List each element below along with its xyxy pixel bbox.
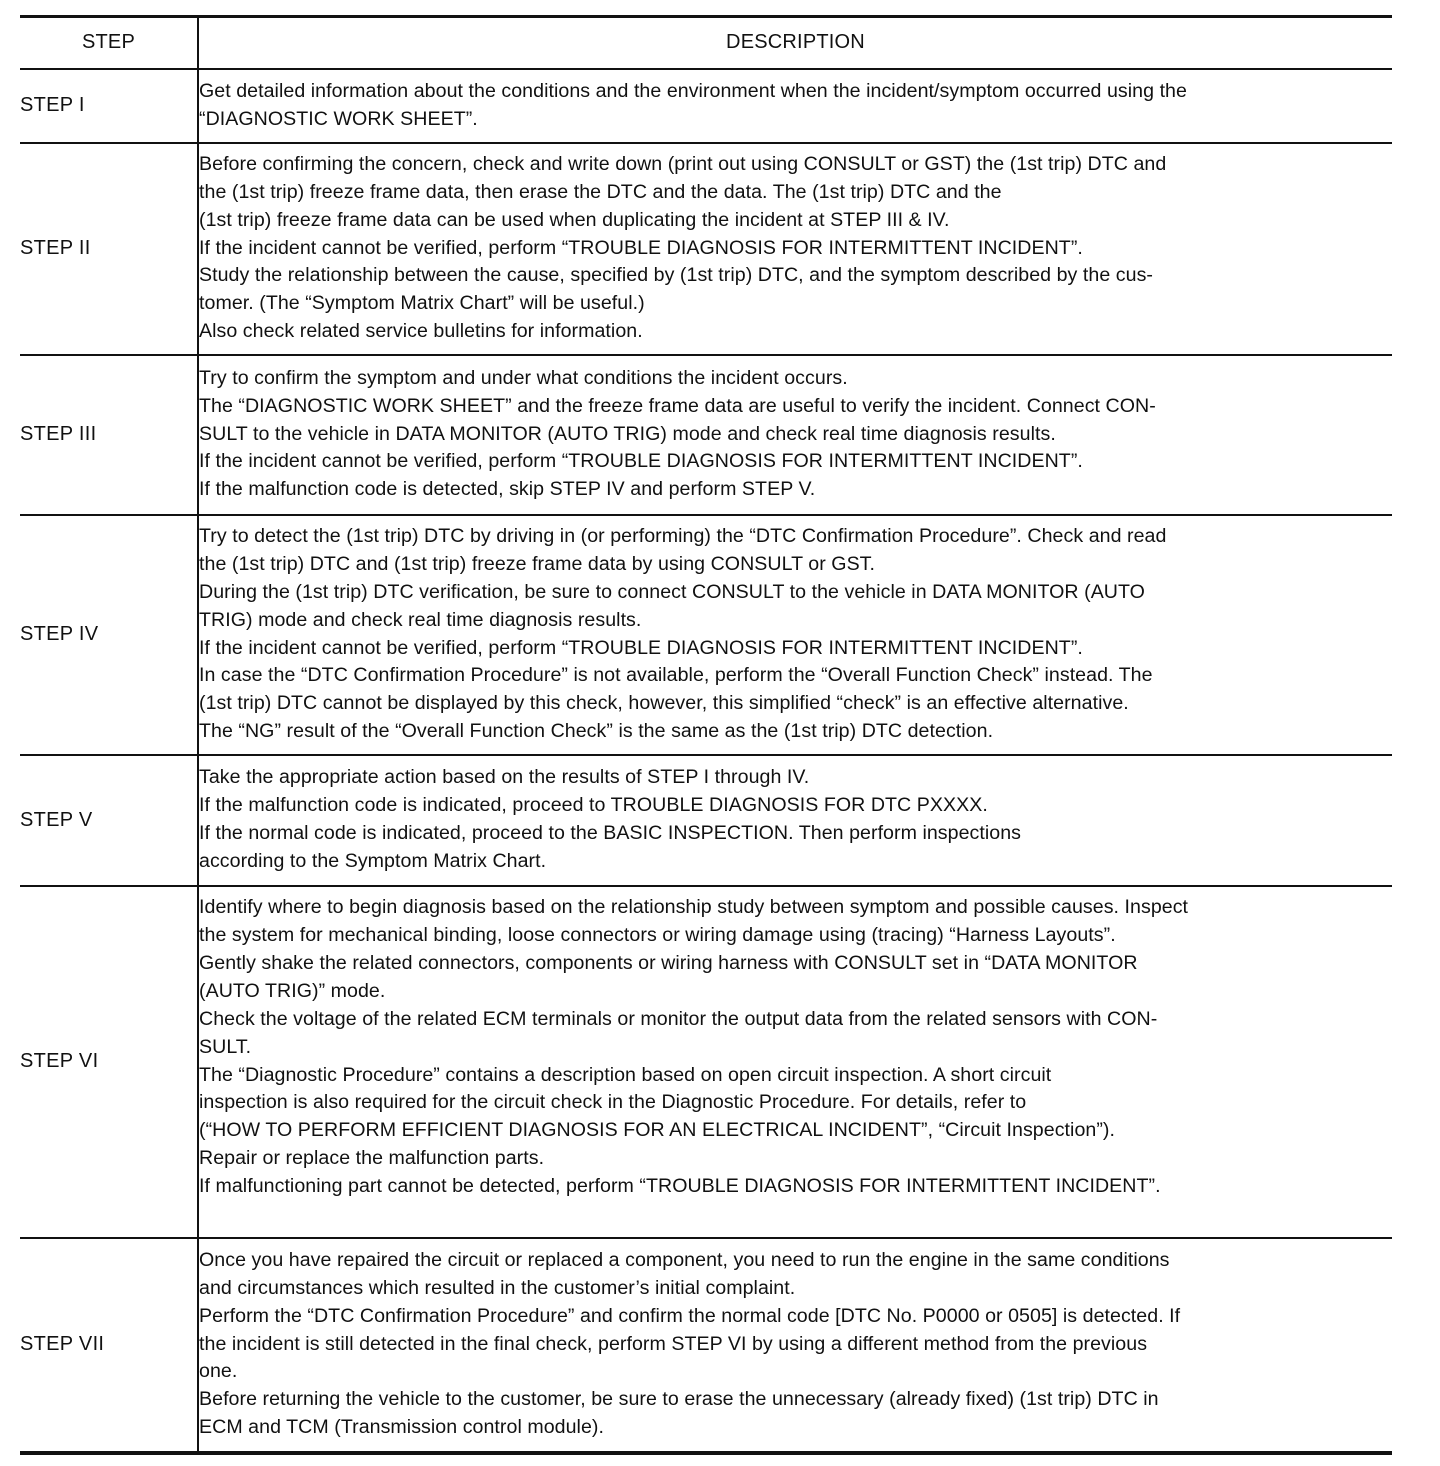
diagnostic-steps-table bbox=[20, 15, 1392, 1455]
step-label: STEP VII bbox=[20, 1238, 198, 1453]
description-line: the (1st trip) freeze frame data, then erase the DTC and the data. The (1st trip) DTC and the bbox=[199, 180, 1002, 203]
description-line: Study the relationship between the cause, specified by (1st trip) DTC, and the symptom described by the cus- bbox=[199, 264, 1153, 287]
description-column-header: DESCRIPTION bbox=[726, 31, 865, 54]
description-line: the incident is still detected in the final check, perform STEP VI by using a different method from the previous bbox=[199, 1332, 1148, 1355]
step-description bbox=[198, 755, 1392, 886]
description-line: Once you have repaired the circuit or replaced a component, you need to run the engine in the same conditions bbox=[199, 1248, 1170, 1271]
description-line: (“HOW TO PERFORM EFFICIENT DIAGNOSIS FOR AN ELECTRICAL INCIDENT”, “Circuit Inspection”). bbox=[199, 1119, 1115, 1142]
table-row bbox=[20, 755, 1392, 886]
description-line: “DIAGNOSTIC WORK SHEET”. bbox=[199, 107, 478, 130]
description-line: Try to detect the (1st trip) DTC by driving in (or performing) the “DTC Confirmation Procedure”. Check and read bbox=[199, 524, 1167, 547]
description-line: If the incident cannot be verified, perform “TROUBLE DIAGNOSIS FOR INTERMITTENT INCIDENT”. bbox=[199, 236, 1083, 259]
step-label: STEP V bbox=[20, 755, 198, 886]
description-line: If the incident cannot be verified, perform “TROUBLE DIAGNOSIS FOR INTERMITTENT INCIDENT”. bbox=[199, 636, 1083, 659]
table-row bbox=[20, 886, 1392, 1238]
description-line: During the (1st trip) DTC verification, be sure to connect CONSULT to the vehicle in DATA MONITOR (AUTO bbox=[199, 580, 1145, 603]
step-description bbox=[198, 143, 1392, 355]
description-line: TRIG) mode and check real time diagnosis results. bbox=[199, 608, 642, 631]
step-label: STEP I bbox=[20, 69, 198, 143]
description-line: ECM and TCM (Transmission control module). bbox=[199, 1416, 604, 1439]
description-line: If the normal code is indicated, proceed to the BASIC INSPECTION. Then perform inspections bbox=[199, 822, 1022, 844]
step-label: STEP II bbox=[20, 143, 198, 355]
table-body bbox=[20, 69, 1392, 1453]
table-row bbox=[20, 515, 1392, 755]
step-column-header: STEP bbox=[20, 17, 198, 69]
spacer bbox=[199, 1201, 1392, 1229]
description-line: Repair or replace the malfunction parts. bbox=[199, 1147, 545, 1170]
description-line: (AUTO TRIG)” mode. bbox=[199, 979, 386, 1002]
description-line: the (1st trip) DTC and (1st trip) freeze frame data by using CONSULT or GST. bbox=[199, 552, 876, 575]
description-line: and circumstances which resulted in the customer’s initial complaint. bbox=[199, 1276, 796, 1299]
table-row bbox=[20, 355, 1392, 515]
description-line: inspection is also required for the circuit check in the Diagnostic Procedure. For details, refer to bbox=[199, 1091, 1027, 1114]
description-line: If malfunctioning part cannot be detected, perform “TROUBLE DIAGNOSIS FOR INTERMITTENT INCIDENT”. bbox=[199, 1175, 1161, 1198]
description-line: In case the “DTC Confirmation Procedure” is not available, perform the “Overall Function Check” instead. The bbox=[199, 664, 1153, 687]
description-line: Check the voltage of the related ECM terminals or monitor the output data from the related sensors with CON- bbox=[199, 1007, 1158, 1030]
description-line: Identify where to begin diagnosis based on the relationship study between symptom and possible causes. Inspect bbox=[199, 896, 1189, 919]
description-line: If the malfunction code is detected, skip STEP IV and perform STEP V. bbox=[199, 478, 816, 501]
description-line: (1st trip) DTC cannot be displayed by this check, however, this simplified “check” is an effective alternative. bbox=[199, 692, 1129, 715]
step-description bbox=[198, 886, 1392, 1238]
description-line: Also check related service bulletins for information. bbox=[199, 320, 643, 343]
description-line: the system for mechanical binding, loose connectors or wiring damage using (tracing) “Harness Layouts”. bbox=[199, 923, 1116, 946]
description-line: If the incident cannot be verified, perform “TROUBLE DIAGNOSIS FOR INTERMITTENT INCIDENT”. bbox=[199, 450, 1083, 473]
description-line: Take the appropriate action based on the results of STEP I through IV. bbox=[199, 766, 810, 789]
description-line: one. bbox=[199, 1360, 238, 1383]
description-line: The “DIAGNOSTIC WORK SHEET” and the freeze frame data are useful to verify the incident. Connect CON- bbox=[199, 394, 1156, 417]
step-label: STEP VI bbox=[20, 886, 198, 1238]
description-line: Try to confirm the symptom and under what conditions the incident occurs. bbox=[199, 366, 848, 389]
description-line: (1st trip) freeze frame data can be used when duplicating the incident at STEP III & IV. bbox=[199, 208, 950, 231]
table-row bbox=[20, 143, 1392, 355]
table-row bbox=[20, 1238, 1392, 1453]
step-description bbox=[198, 355, 1392, 515]
description-line: Before confirming the concern, check and write down (print out using CONSULT or GST) the (1st trip) DTC and bbox=[199, 152, 1167, 175]
table-header bbox=[20, 17, 1392, 69]
description-line: If the malfunction code is indicated, proceed to TROUBLE DIAGNOSIS FOR DTC PXXXX. bbox=[199, 794, 988, 817]
table-row bbox=[20, 69, 1392, 143]
description-line: SULT to the vehicle in DATA MONITOR (AUTO TRIG) mode and check real time diagnosis results. bbox=[199, 422, 1056, 445]
description-line: The “Diagnostic Procedure” contains a description based on open circuit inspection. A short circuit bbox=[199, 1063, 1052, 1086]
description-line: SULT. bbox=[199, 1035, 252, 1058]
description-line: according to the Symptom Matrix Chart. bbox=[199, 849, 547, 872]
step-label: STEP IV bbox=[20, 515, 198, 755]
description-line: tomer. (The “Symptom Matrix Chart” will be useful.) bbox=[199, 292, 645, 315]
step-description bbox=[198, 69, 1392, 143]
step-description bbox=[198, 515, 1392, 755]
description-line: Get detailed information about the conditions and the environment when the incident/symptom occurred using the bbox=[199, 79, 1187, 102]
description-line: The “NG” result of the “Overall Function Check” is the same as the (1st trip) DTC detection. bbox=[199, 720, 994, 743]
description-line: Gently shake the related connectors, components or wiring harness with CONSULT set in “DATA MONITOR bbox=[199, 951, 1138, 974]
step-label: STEP III bbox=[20, 355, 198, 515]
header-row bbox=[20, 17, 1392, 69]
step-description bbox=[198, 1238, 1392, 1453]
description-line: Perform the “DTC Confirmation Procedure” and confirm the normal code [DTC No. P0000 or 0505] is detected. If bbox=[199, 1304, 1181, 1327]
description-line: Before returning the vehicle to the customer, be sure to erase the unnecessary (already fixed) (1st trip) DTC in bbox=[199, 1388, 1159, 1411]
